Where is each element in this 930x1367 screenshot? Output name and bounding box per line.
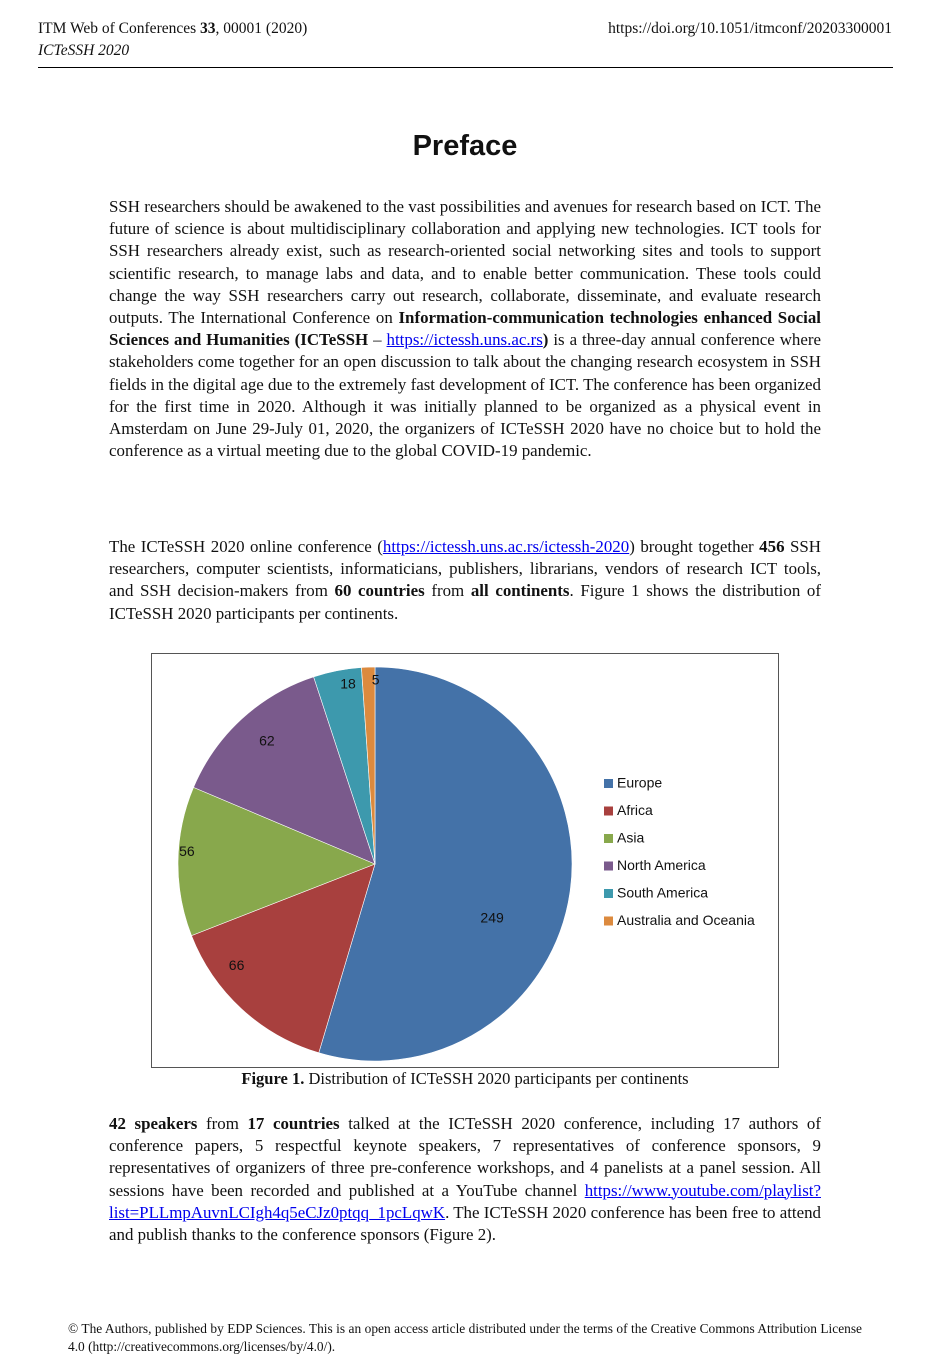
header-divider bbox=[38, 67, 893, 68]
legend-label: Asia bbox=[617, 829, 645, 846]
pie-data-label: 56 bbox=[179, 843, 195, 860]
journal-citation: ITM Web of Conferences 33, 00001 (2020) bbox=[38, 20, 308, 37]
license-footer: © The Authors, published by EDP Sciences. This is an open access article distributed under the terms of the Creative Commons Attribution License 4.0 (http://creativecommons.org/licenses/by/4.0/). bbox=[68, 1321, 862, 1354]
conference-2020-link[interactable]: https://ictessh.uns.ac.rs/ictessh-2020 bbox=[382, 537, 630, 556]
journal-volume: 33 bbox=[200, 20, 216, 37]
conference-name: ICTeSSH 2020 bbox=[38, 42, 130, 59]
pie-chart bbox=[152, 654, 778, 1067]
legend-label: South America bbox=[617, 884, 709, 901]
legend-swatch bbox=[604, 917, 613, 926]
figure-caption: Figure 1. Distribution of ICTeSSH 2020 participants per continents bbox=[241, 1069, 689, 1088]
pie-data-label: 66 bbox=[228, 957, 245, 974]
legend-swatch bbox=[604, 779, 613, 788]
legend-swatch bbox=[604, 807, 613, 816]
youtube-playlist-link[interactable]: https://www.youtube.com/playlist?list=PLLmpAuvnLCIgh4q5eCJz0ptqq_1pcLqwK bbox=[109, 1180, 821, 1222]
legend-label: Africa bbox=[617, 802, 653, 819]
doi-link[interactable]: https://doi.org/10.1051/itmconf/20203300001 bbox=[608, 20, 892, 37]
pie-chart-figure bbox=[151, 653, 779, 1068]
paragraph-speakers: 42 speakers from 17 countries talked at the ICTeSSH 2020 conference, including 17 authors of conference papers, 5 respectful keynote speakers, 7 representatives of conference sponsors, 9 representatives of organizers of three pre-conference workshops, and 4 panelists at a panel session. All sessions have been recorded and published at a YouTube channel https://www.youtube.com/playlist?list=PLLmpAuvnLCIgh4q5eCJz0ptqq_1pcLqwK. The ICTeSSH 2020 conference has been free to attend and publish thanks to the conference sponsors (Figure 2). bbox=[109, 1114, 821, 1245]
legend-label: North America bbox=[617, 857, 706, 874]
paragraph-participants: The ICTeSSH 2020 online conference (https://ictessh.uns.ac.rs/ictessh-2020) brought together 456 SSH researchers, computer scientists, informaticians, publishers, librarians, vendors of research ICT tools, and SSH decision-makers from 60 countries from all continents. Figure 1 shows the distribution of ICTeSSH 2020 participants per continents. bbox=[109, 537, 821, 623]
pie-data-label: 62 bbox=[259, 732, 275, 749]
page-title: Preface bbox=[412, 130, 518, 162]
pie-data-label: 5 bbox=[371, 671, 380, 688]
pie-data-label: 249 bbox=[480, 909, 504, 926]
legend-swatch bbox=[604, 862, 613, 871]
pie-data-label: 18 bbox=[340, 675, 356, 692]
legend-swatch bbox=[604, 889, 613, 898]
legend-swatch bbox=[604, 834, 613, 843]
legend-label: Australia and Oceania bbox=[617, 912, 755, 929]
conference-website-link[interactable]: https://ictessh.uns.ac.rs bbox=[386, 330, 543, 350]
legend-label: Europe bbox=[617, 774, 663, 791]
paragraph-intro: SSH researchers should be awakened to the vast possibilities and avenues for research based on ICT. The future of science is about multidisciplinary collaboration and applying new technologies. ICT tools for SSH researchers already exist, such as research-oriented social networking sites and tools to support scientific research, to manage labs and data, and to enable better communication. These tools could change the way SSH researchers carry out research, collaborate, disseminate, and evaluate research outputs. The International Conference on Information-communication technologies enhanced Social Sciences and Humanities (ICTeSSH – https://ictessh.uns.ac.rs) is a three-day annual conference where stakeholders come together for an open discussion to talk about the changing research ecosystem in SSH fields in the digital age due to the extremely fast development of ICT. The conference has been organized for the first time in 2020. Although it was initially planned to be organized as a physical event in Amsterdam on June 29-July 01, 2020, the organizers of ICTeSSH 2020 have no choice but to hold the conference as a virtual meeting due to the global COVID-19 pandemic. bbox=[109, 197, 821, 461]
